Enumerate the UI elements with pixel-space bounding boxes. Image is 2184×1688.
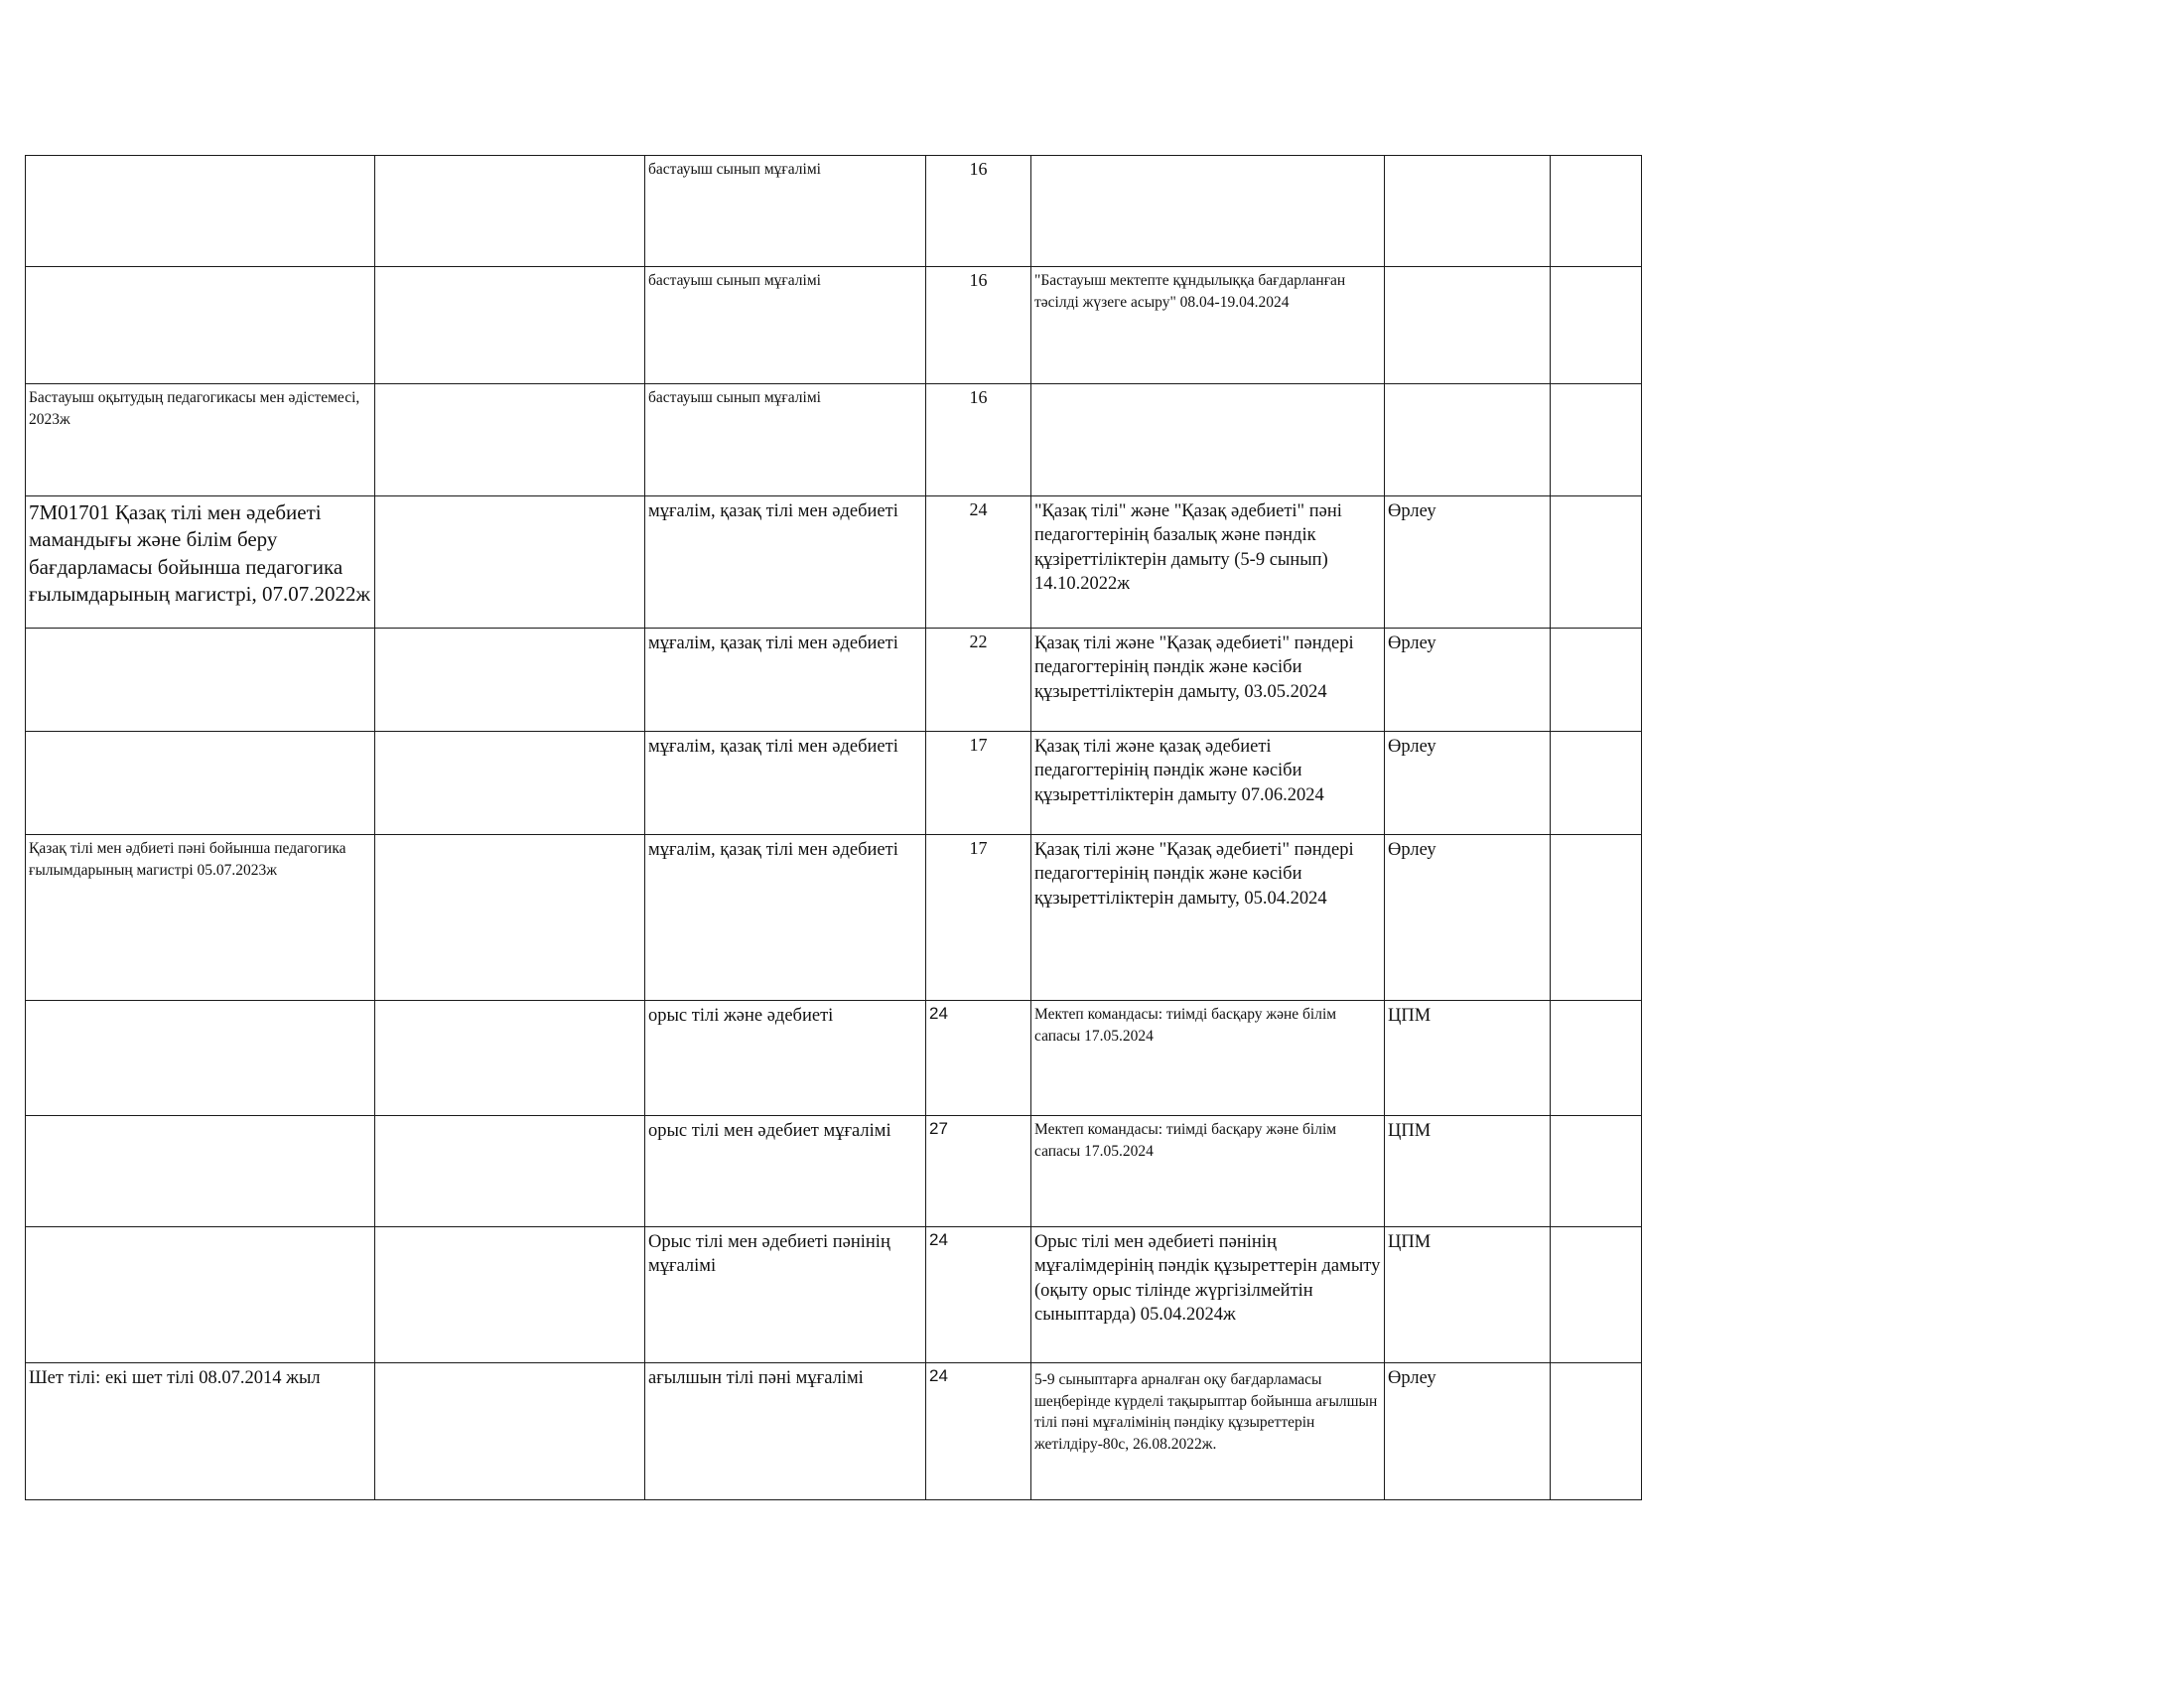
table-row xyxy=(26,1116,1642,1227)
position-cell: орыс тілі және әдебиеті xyxy=(645,1001,926,1116)
course-cell: "Қазақ тілі" және "Қазақ әдебиеті" пәні педагогтерінің базалық және пәндік құзіреттіліктерін дамыту (5-9 сынып) 14.10.2022ж xyxy=(1031,496,1385,629)
empty-cell xyxy=(375,1363,645,1500)
empty-cell xyxy=(1551,732,1642,835)
empty-cell xyxy=(1551,835,1642,1001)
empty-cell xyxy=(1551,384,1642,496)
education-cell xyxy=(26,1116,375,1227)
empty-cell xyxy=(1551,1227,1642,1363)
table-row xyxy=(26,835,1642,1001)
organization-cell: Өрлеу xyxy=(1385,1363,1551,1500)
course-cell: Мектеп командасы: тиімді басқару және білім сапасы 17.05.2024 xyxy=(1031,1116,1385,1227)
empty-cell xyxy=(1551,1363,1642,1500)
position-cell: ағылшын тілі пәні мұғалімі xyxy=(645,1363,926,1500)
empty-cell xyxy=(375,156,645,267)
education-cell xyxy=(26,732,375,835)
table-row xyxy=(26,384,1642,496)
course-cell: Мектеп командасы: тиімді басқару және білім сапасы 17.05.2024 xyxy=(1031,1001,1385,1116)
education-cell xyxy=(26,156,375,267)
education-cell xyxy=(26,629,375,732)
hours-cell: 24 xyxy=(926,496,1031,629)
staff-qualification-table xyxy=(25,155,1642,1500)
empty-cell xyxy=(375,1116,645,1227)
hours-cell: 22 xyxy=(926,629,1031,732)
organization-cell xyxy=(1385,267,1551,384)
table-row xyxy=(26,156,1642,267)
hours-cell: 17 xyxy=(926,732,1031,835)
organization-cell: Өрлеу xyxy=(1385,835,1551,1001)
table-row xyxy=(26,1363,1642,1500)
table-row xyxy=(26,732,1642,835)
education-cell xyxy=(26,1001,375,1116)
empty-cell xyxy=(1551,1116,1642,1227)
position-cell: бастауыш сынып мұғалімі xyxy=(645,267,926,384)
hours-cell: 16 xyxy=(926,384,1031,496)
course-cell: Қазақ тілі және "Қазақ әдебиеті" пәндері педагогтерінің пәндік және кәсіби құзыреттіліктерін дамыту, 05.04.2024 xyxy=(1031,835,1385,1001)
hours-cell: 16 xyxy=(926,267,1031,384)
empty-cell xyxy=(1551,1001,1642,1116)
course-cell: Қазақ тілі және қазақ әдебиеті педагогтерінің пәндік және кәсіби құзыреттіліктерін дамыту 07.06.2024 xyxy=(1031,732,1385,835)
course-cell: 5-9 сыныптарға арналған оқу бағдарламасы шеңберінде күрделі тақырыптар бойынша ағылшын тілі пәні мұғалімінің пәндіку құзыреттерін жетілдіру-80с, 26.08.2022ж. xyxy=(1031,1363,1385,1500)
course-cell xyxy=(1031,384,1385,496)
empty-cell xyxy=(375,835,645,1001)
education-cell: 7М01701 Қазақ тілі мен әдебиеті мамандығы және білім беру бағдарламасы бойынша педагогика ғылымдарының магистрі, 07.07.2022ж xyxy=(26,496,375,629)
organization-cell xyxy=(1385,156,1551,267)
table-row xyxy=(26,267,1642,384)
table-row xyxy=(26,629,1642,732)
empty-cell xyxy=(375,267,645,384)
position-cell: бастауыш сынып мұғалімі xyxy=(645,384,926,496)
table-row xyxy=(26,1001,1642,1116)
organization-cell: ЦПМ xyxy=(1385,1116,1551,1227)
education-cell: Қазақ тілі мен әдбиеті пәні бойынша педагогика ғылымдарының магистрі 05.07.2023ж xyxy=(26,835,375,1001)
empty-cell xyxy=(1551,156,1642,267)
position-cell: Орыс тілі мен әдебиеті пәнінің мұғалімі xyxy=(645,1227,926,1363)
table-row xyxy=(26,496,1642,629)
position-cell: мұғалім, қазақ тілі мен әдебиеті xyxy=(645,496,926,629)
course-cell: "Бастауыш мектепте құндылыққа бағдарланған тәсілді жүзеге асыру" 08.04-19.04.2024 xyxy=(1031,267,1385,384)
education-cell xyxy=(26,267,375,384)
course-cell: Қазақ тілі және "Қазақ әдебиеті" пәндері педагогтерінің пәндік және кәсіби құзыреттіліктерін дамыту, 03.05.2024 xyxy=(1031,629,1385,732)
organization-cell xyxy=(1385,384,1551,496)
hours-cell: 24 xyxy=(926,1001,1031,1116)
position-cell: орыс тілі мен әдебиет мұғалімі xyxy=(645,1116,926,1227)
organization-cell: Өрлеу xyxy=(1385,629,1551,732)
organization-cell: Өрлеу xyxy=(1385,732,1551,835)
empty-cell xyxy=(375,496,645,629)
table-row xyxy=(26,1227,1642,1363)
empty-cell xyxy=(1551,496,1642,629)
hours-cell: 16 xyxy=(926,156,1031,267)
education-cell xyxy=(26,1227,375,1363)
organization-cell: ЦПМ xyxy=(1385,1227,1551,1363)
education-cell: Шет тілі: екі шет тілі 08.07.2014 жыл xyxy=(26,1363,375,1500)
empty-cell xyxy=(375,384,645,496)
organization-cell: Өрлеу xyxy=(1385,496,1551,629)
hours-cell: 24 xyxy=(926,1363,1031,1500)
empty-cell xyxy=(375,732,645,835)
empty-cell xyxy=(375,1001,645,1116)
empty-cell xyxy=(1551,629,1642,732)
education-cell: Бастауыш оқытудың педагогикасы мен әдістемесі, 2023ж xyxy=(26,384,375,496)
hours-cell: 24 xyxy=(926,1227,1031,1363)
hours-cell: 17 xyxy=(926,835,1031,1001)
empty-cell xyxy=(375,1227,645,1363)
course-cell xyxy=(1031,156,1385,267)
position-cell: мұғалім, қазақ тілі мен әдебиеті xyxy=(645,732,926,835)
empty-cell xyxy=(375,629,645,732)
course-cell: Орыс тілі мен әдебиеті пәнінің мұғалімдерінің пәндік құзыреттерін дамыту (оқыту орыс тілінде жүргізілмейтін сыныптарда) 05.04.2024ж xyxy=(1031,1227,1385,1363)
empty-cell xyxy=(1551,267,1642,384)
position-cell: мұғалім, қазақ тілі мен әдебиеті xyxy=(645,629,926,732)
organization-cell: ЦПМ xyxy=(1385,1001,1551,1116)
position-cell: мұғалім, қазақ тілі мен әдебиеті xyxy=(645,835,926,1001)
hours-cell: 27 xyxy=(926,1116,1031,1227)
position-cell: бастауыш сынып мұғалімі xyxy=(645,156,926,267)
